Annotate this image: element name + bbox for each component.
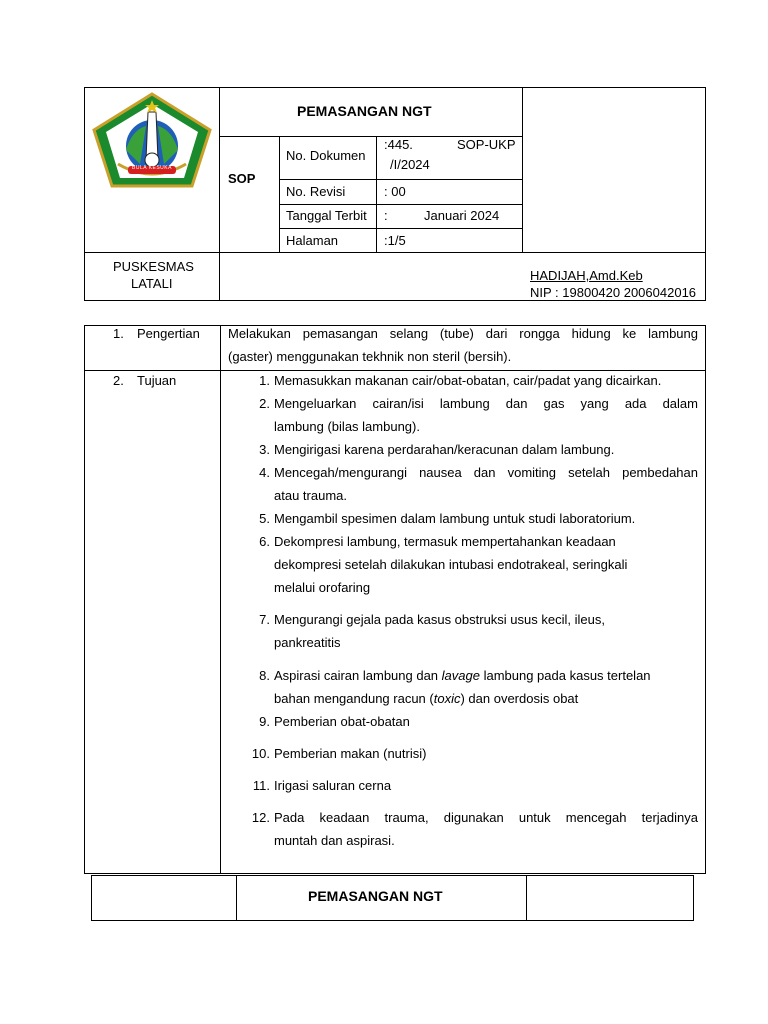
no-dokumen-value-c: /I/2024 [390,157,430,172]
tanggal-terbit-colon: : [384,208,388,223]
halaman-label: Halaman [286,233,339,248]
next-page-title: PEMASANGAN NGT [308,888,443,904]
no-revisi-label: No. Revisi [286,184,346,199]
sop-label: SOP [228,171,256,186]
no-dokumen-label: No. Dokumen [286,148,366,163]
section2-number: 2. [113,373,124,388]
signer-nip: NIP : 19800420 2006042016 [530,285,697,300]
puskesmas-logo [88,90,216,190]
tanggal-terbit-label: Tanggal Terbit [286,208,367,223]
no-dokumen-value-a: :445. [384,137,413,152]
no-revisi-value: : 00 [384,184,406,199]
institution-line1: PUSKESMAS [113,259,194,274]
tanggal-terbit-value: Januari 2024 [424,208,500,223]
signer-name: HADIJAH,Amd.Keb [530,268,643,283]
section1-number: 1. [113,326,124,341]
institution-line2: LATALI [131,276,173,291]
halaman-value: :1/5 [384,233,406,248]
no-dokumen-value-b: SOP-UKP [457,137,516,152]
logo-banner-text: BULA KESUKA [132,165,172,171]
section2-label: Tujuan [137,373,177,388]
section1-text-line2: (gaster) menggunakan tekhnik non steril (bersih). [228,349,512,364]
section1-label: Pengertian [137,326,200,341]
section1-text-line1: Melakukan pemasangan selang (tube) dari rongga hidung ke lambung [228,326,698,341]
document-title: PEMASANGAN NGT [297,103,432,119]
